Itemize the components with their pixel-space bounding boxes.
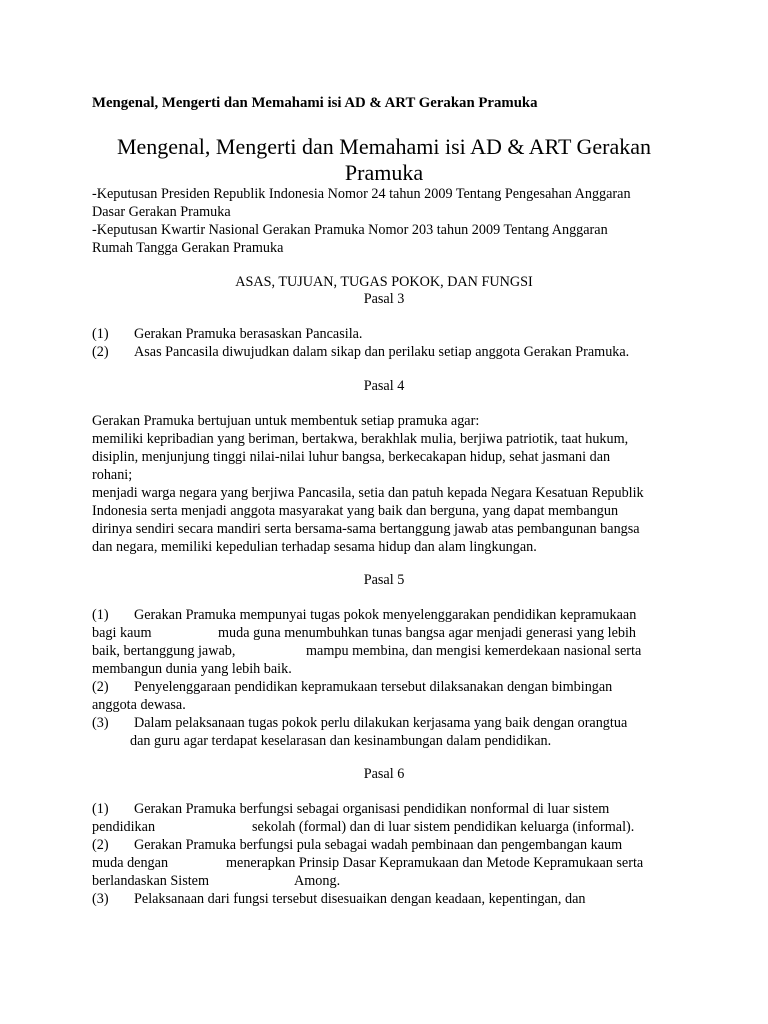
paragraph-line: bagi kaum — [92, 625, 152, 641]
paragraph-line: dan negara, memiliki kepedulian terhadap sesama hidup dan alam lingkungan. — [92, 539, 537, 555]
paragraph-line: memiliki kepribadian yang beriman, bertakwa, berakhlak mulia, berjiwa patriotik, taat hukum, — [92, 431, 629, 447]
paragraph-line: berlandaskan Sistem — [92, 873, 210, 889]
paragraph-line: Pelaksanaan dari fungsi tersebut disesuaikan dengan keadaan, kepentingan, dan — [134, 891, 586, 907]
paragraph-line: Gerakan Pramuka berfungsi pula sebagai wadah pembinaan dan pengembangan kaum — [134, 837, 623, 853]
list-number: (3) — [92, 891, 109, 907]
paragraph-line: sekolah (formal) dan di luar sistem pendidikan keluarga (informal). — [252, 819, 635, 835]
intro-line: Rumah Tangga Gerakan Pramuka — [92, 240, 284, 256]
list-number: (2) — [92, 679, 109, 695]
document-title-line-2: Pramuka — [344, 160, 424, 185]
list-item: Asas Pancasila diwujudkan dalam sikap dan perilaku setiap anggota Gerakan Pramuka. — [134, 344, 630, 360]
paragraph-line: Dalam pelaksanaan tugas pokok perlu dilakukan kerjasama yang baik dengan orangtua — [134, 715, 628, 731]
list-number: (1) — [92, 801, 109, 817]
paragraph-line: Gerakan Pramuka bertujuan untuk membentuk setiap pramuka agar: — [92, 413, 480, 429]
intro-line: -Keputusan Kwartir Nasional Gerakan Pramuka Nomor 203 tahun 2009 Tentang Anggaran — [92, 222, 608, 238]
paragraph-line: Gerakan Pramuka berfungsi sebagai organisasi pendidikan nonformal di luar sistem — [134, 801, 610, 817]
paragraph-line: Gerakan Pramuka mempunyai tugas pokok menyelenggarakan pendidikan kepramukaan — [134, 607, 637, 623]
section-heading: ASAS, TUJUAN, TUGAS POKOK, DAN FUNGSI — [235, 274, 533, 290]
paragraph-line: mampu membina, dan mengisi kemerdekaan nasional serta — [306, 643, 642, 659]
intro-line: Dasar Gerakan Pramuka — [92, 204, 231, 220]
paragraph-line: Among. — [294, 873, 341, 889]
paragraph-line: membangun dunia yang lebih baik. — [92, 661, 292, 677]
paragraph-line: Indonesia serta menjadi anggota masyarakat yang baik dan berguna, yang dapat membangun — [92, 503, 619, 519]
list-number: (3) — [92, 715, 109, 731]
paragraph-line: menerapkan Prinsip Dasar Kepramukaan dan Metode Kepramukaan serta — [226, 855, 644, 871]
paragraph-line: menjadi warga negara yang berjiwa Pancasila, setia dan patuh kepada Negara Kesatuan Republik — [92, 485, 644, 501]
paragraph-line: muda guna menumbuhkan tunas bangsa agar menjadi generasi yang lebih — [218, 625, 637, 641]
pasal-3-heading: Pasal 3 — [363, 291, 405, 307]
paragraph-line: disiplin, menjunjung tinggi nilai-nilai luhur bangsa, berkecakapan hidup, sehat jasmani dan — [92, 449, 611, 465]
list-item: Gerakan Pramuka berasaskan Pancasila. — [134, 326, 363, 342]
list-number: (2) — [92, 837, 109, 853]
list-number: (2) — [92, 344, 109, 360]
paragraph-line: Penyelenggaraan pendidikan kepramukaan tersebut dilaksanakan dengan bimbingan — [134, 679, 613, 695]
document-title-line-1: Mengenal, Mengerti dan Memahami isi AD & ART Gerakan — [116, 134, 652, 159]
paragraph-line: rohani; — [92, 467, 133, 483]
list-number: (1) — [92, 607, 109, 623]
paragraph-line: dirinya sendiri secara mandiri serta bersama-sama bertanggung jawab atas pembangunan bangsa — [92, 521, 640, 537]
paragraph-line: baik, bertanggung jawab, — [92, 643, 236, 659]
paragraph-line: anggota dewasa. — [92, 697, 186, 713]
paragraph-line: dan guru agar terdapat keselarasan dan kesinambungan dalam pendidikan. — [130, 733, 552, 749]
pasal-5-heading: Pasal 5 — [363, 572, 405, 588]
paragraph-line: muda dengan — [92, 855, 169, 871]
pasal-4-heading: Pasal 4 — [363, 378, 405, 394]
list-number: (1) — [92, 326, 109, 342]
intro-line: -Keputusan Presiden Republik Indonesia Nomor 24 tahun 2009 Tentang Pengesahan Anggaran — [92, 186, 631, 202]
document-top-title: Mengenal, Mengerti dan Memahami isi AD & ART Gerakan Pramuka — [92, 95, 538, 111]
pasal-6-heading: Pasal 6 — [363, 766, 405, 782]
paragraph-line: pendidikan — [92, 819, 156, 835]
